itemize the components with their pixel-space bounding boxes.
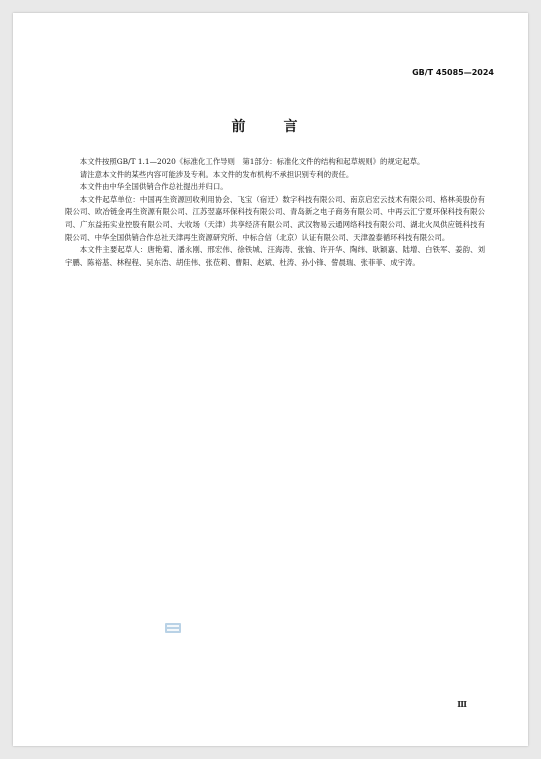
paragraph-patent-notice: 请注意本文件的某些内容可能涉及专利。本文件的发布机构不承担识别专利的责任。 bbox=[79, 169, 354, 179]
paragraph-drafters: 本文件主要起草人：唐艳菊、潘永刚、邢宏伟、徐铁城、汪海涛、张愉、许开华、陶纬、耿颖嘉、陆增、白铁军、姜韵、刘宇鹏、陈裕基、林程程、吴东浩、胡佳伟、张莅莉、曹阳、赵斌、杜涛、孙小锋、訾晨瑞、张菲菲、成宇涛。 bbox=[65, 245, 485, 267]
foreword-body bbox=[65, 156, 485, 269]
page-title: 前 言 bbox=[231, 119, 310, 135]
paragraph-proposer: 本文件由中华全国供销合作总社提出并归口。 bbox=[79, 182, 228, 192]
paragraph-drafting-units: 本文件起草单位：中国再生资源回收利用协会、飞宝（宿迁）数字科技有限公司、南京启宏云技术有限公司、格林美股份有限公司、欧冶链金再生资源有限公司、江苏翌嘉环保科技有限公司、青岛新之电子商务有限公司、中再云汇宁夏环保科技有限公司、广东益拓实业控股有限公司、大收场（天津）共享经济有限公司、武汉物易云通网络科技有限公司、湖北火凤供应链科技有限公司、中华全国供销合作总社天津再生资源研究所、中标合信（北京）认证有限公司、天津盈泰循环科技有限公司。 bbox=[65, 194, 485, 242]
paragraph-drafting-rules: 本文件按照GB/T 1.1—2020《标准化工作导则 第1部分：标准化文件的结构和起草规则》的规定起草。 bbox=[79, 157, 425, 166]
watermark-stamp-icon bbox=[165, 623, 181, 633]
document-page bbox=[13, 13, 528, 746]
page-number: Ⅲ bbox=[457, 699, 467, 709]
standard-code: GB/T 45085—2024 bbox=[412, 68, 494, 77]
